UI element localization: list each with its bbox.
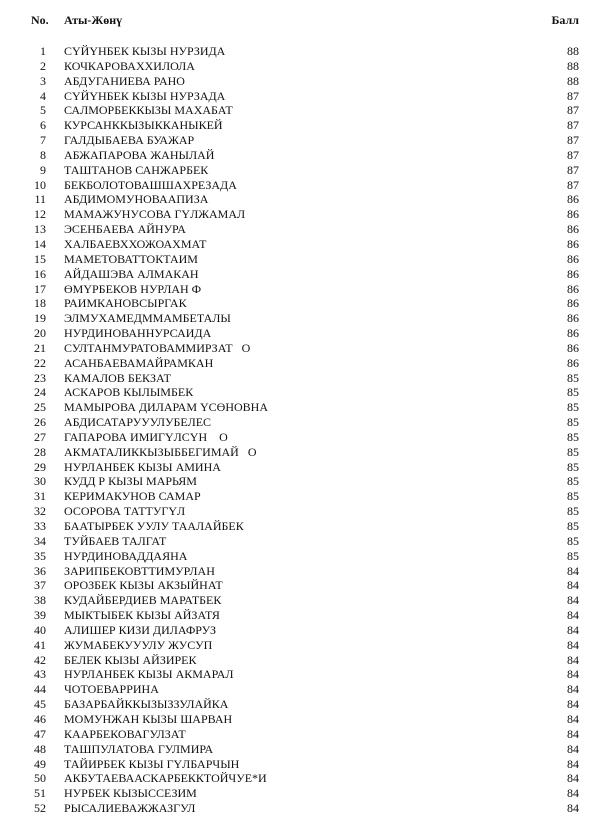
table-row [0, 564, 605, 579]
row-score: 84 [567, 578, 579, 593]
row-name: ЖУМАБЕКУУУЛУ ЖУСУП [64, 637, 213, 652]
row-name: АБДИСАТАРУУУЛУБЕЛЕС [64, 415, 212, 430]
row-number: 22 [34, 355, 46, 370]
row-number: 3 [40, 73, 46, 88]
header-number: No. [31, 13, 49, 27]
row-number: 38 [34, 593, 46, 608]
row-name: СУЛТАНМУРАТОВАММИРЗАТ О [64, 340, 251, 355]
row-score: 84 [567, 741, 579, 756]
row-name: КУДД Р КЫЗЫ МАРЬЯМ [64, 474, 197, 489]
table-row [0, 697, 605, 712]
row-number: 45 [34, 697, 46, 712]
table-row [0, 341, 605, 356]
table-row [0, 267, 605, 282]
row-score: 85 [567, 459, 579, 474]
row-name: АБДУГАНИЕВА РАНО [64, 73, 185, 88]
table-row [0, 578, 605, 593]
table-row [0, 252, 605, 267]
table-row [0, 460, 605, 475]
row-number: 11 [34, 192, 46, 207]
row-number: 1 [40, 44, 46, 58]
row-number: 49 [34, 756, 46, 771]
row-name: РАИМКАНОВСЫРГАК [64, 296, 187, 311]
table-row [0, 593, 605, 608]
row-number: 37 [34, 578, 46, 593]
row-name: МАМЕТОВАТТОКТАИМ [64, 251, 198, 266]
table-row [0, 549, 605, 564]
row-name: АБДИМОМУНОВААПИЗА [64, 192, 209, 207]
row-number: 17 [34, 281, 46, 296]
row-score: 87 [567, 133, 579, 148]
table-row [0, 311, 605, 326]
row-name: КЕРИМАКУНОВ САМАР [64, 489, 201, 504]
row-number: 16 [34, 266, 46, 281]
row-score: 85 [567, 415, 579, 430]
row-number: 24 [34, 385, 46, 400]
table-row [0, 430, 605, 445]
row-name: БАЗАРБАЙККЫЗЫЗЗУЛАЙКА [64, 697, 229, 712]
table-row [0, 296, 605, 311]
row-score: 88 [567, 58, 579, 73]
row-score: 87 [567, 147, 579, 162]
table-row [0, 59, 605, 74]
row-name: КАМАЛОВ БЕКЗАТ [64, 370, 171, 385]
row-number: 27 [34, 429, 46, 444]
table-row [0, 638, 605, 653]
row-score: 84 [567, 786, 579, 801]
table-row [0, 415, 605, 430]
row-name: ГАЛДЫБАЕВА БУАЖАР [64, 133, 195, 148]
row-name: СҮЙҮНБЕК КЫЗЫ НУРЗИДА [64, 44, 226, 58]
row-score: 85 [567, 504, 579, 519]
row-score: 84 [567, 622, 579, 637]
row-score: 86 [567, 207, 579, 222]
row-score: 86 [567, 251, 579, 266]
table-row [0, 133, 605, 148]
row-number: 32 [34, 504, 46, 519]
row-name: НУРДИНОВАННУРСАИДА [64, 326, 212, 341]
row-score: 84 [567, 637, 579, 652]
row-score: 86 [567, 311, 579, 326]
row-name: НУРДИНОВАДДАЯНА [64, 548, 188, 563]
row-number: 18 [34, 296, 46, 311]
table-row [0, 385, 605, 400]
row-number: 35 [34, 548, 46, 563]
row-name: ОСОРОВА ТАТТУГҮЛ [64, 504, 186, 519]
row-number: 40 [34, 622, 46, 637]
row-number: 42 [34, 652, 46, 667]
row-name: АБЖАПАРОВА ЖАНЫЛАЙ [64, 147, 215, 162]
row-name: ЧОТОЕВАРРИНА [64, 682, 159, 697]
row-number: 28 [34, 444, 46, 459]
row-number: 36 [34, 563, 46, 578]
row-score: 86 [567, 222, 579, 237]
table-row [0, 326, 605, 341]
table-row [0, 801, 605, 816]
row-number: 8 [40, 147, 46, 162]
table-row [0, 489, 605, 504]
row-name: ӨМҮРБЕКОВ НУРЛАН Ф [64, 281, 202, 296]
table-row [0, 504, 605, 519]
table-row [0, 282, 605, 297]
table-row [0, 207, 605, 222]
row-name: МАМАЖУНУСОВА ГҮЛЖАМАЛ [64, 207, 246, 222]
row-score: 84 [567, 667, 579, 682]
row-score: 85 [567, 519, 579, 533]
row-name: НУРЛАНБЕК КЫЗЫ АМИНА [64, 459, 221, 474]
row-score: 84 [567, 801, 579, 816]
row-score: 85 [567, 548, 579, 563]
row-number: 4 [40, 88, 46, 103]
row-score: 84 [567, 608, 579, 623]
row-score: 87 [567, 103, 579, 118]
row-number: 19 [34, 311, 46, 326]
row-number: 23 [34, 370, 46, 385]
row-score: 87 [567, 88, 579, 103]
row-number: 50 [34, 771, 46, 786]
row-number: 34 [34, 533, 46, 548]
row-score: 84 [567, 711, 579, 726]
row-number: 14 [34, 236, 46, 251]
table-row [0, 400, 605, 415]
table-row [0, 757, 605, 772]
table-row [0, 623, 605, 638]
row-score: 87 [567, 162, 579, 177]
row-number: 48 [34, 741, 46, 756]
table-row [0, 519, 605, 534]
row-number: 25 [34, 400, 46, 415]
row-name: КУДАЙБЕРДИЕВ МАРАТБЕК [64, 593, 222, 608]
table-row [0, 192, 605, 207]
row-name: СҮЙҮНБЕК КЫЗЫ НУРЗАДА [64, 88, 226, 103]
row-score: 87 [567, 177, 579, 192]
row-name: МАМЫРОВА ДИЛАРАМ ҮСӨНОВНА [64, 400, 269, 415]
row-name: ТАШТАНОВ САНЖАРБЕК [64, 162, 209, 177]
table-row [0, 445, 605, 460]
row-name: МОМУНЖАН КЫЗЫ ШАРВАН [64, 711, 233, 726]
row-name: БЕЛЕК КЫЗЫ АЙЗИРЕК [64, 652, 197, 667]
row-number: 51 [34, 786, 46, 801]
row-score: 86 [567, 326, 579, 341]
row-number: 47 [34, 726, 46, 741]
row-name: КУРСАНККЫЗЫККАНЫКЕЙ [64, 118, 223, 133]
row-score: 84 [567, 682, 579, 697]
row-name: ЗАРИПБЕКОВТТИМУРЛАН [64, 563, 215, 578]
table-row [0, 237, 605, 252]
row-score: 85 [567, 474, 579, 489]
table-row [0, 742, 605, 757]
row-number: 2 [40, 58, 46, 73]
row-name: АКМАТАЛИККЫЗЫББЕГИМАЙ О [64, 444, 257, 459]
row-number: 20 [34, 326, 46, 341]
table-row [0, 727, 605, 742]
table-row [0, 44, 605, 59]
table-row [0, 103, 605, 118]
table-row [0, 682, 605, 697]
row-number: 43 [34, 667, 46, 682]
table-row [0, 771, 605, 786]
row-score: 84 [567, 697, 579, 712]
row-name: ТАШПУЛАТОВА ГУЛМИРА [64, 741, 214, 756]
row-number: 41 [34, 637, 46, 652]
row-number: 31 [34, 489, 46, 504]
row-number: 5 [40, 103, 46, 118]
row-number: 13 [34, 222, 46, 237]
header-name: Аты-Жөнү [64, 13, 123, 27]
row-number: 7 [40, 133, 46, 148]
row-number: 33 [34, 519, 46, 533]
table-row [0, 178, 605, 193]
row-score: 86 [567, 281, 579, 296]
row-number: 44 [34, 682, 46, 697]
row-score: 88 [567, 44, 579, 58]
table-row [0, 474, 605, 489]
table-header [0, 12, 605, 28]
row-name: КААРБЕКОВАГУЛЗАТ [64, 726, 186, 741]
row-score: 85 [567, 489, 579, 504]
row-name: АСАНБАЕВАМАЙРАМКАН [64, 355, 214, 370]
row-number: 26 [34, 415, 46, 430]
row-score: 84 [567, 593, 579, 608]
row-number: 9 [40, 162, 46, 177]
row-name: АКБУТАЕВААСКАРБЕККТОЙЧУЕ*И [64, 771, 267, 786]
row-score: 84 [567, 771, 579, 786]
row-name: ХАЛБАЕВХХОЖОАХМАТ [64, 236, 207, 251]
row-score: 84 [567, 756, 579, 771]
row-score: 84 [567, 563, 579, 578]
row-name: ОРОЗБЕК КЫЗЫ АКЗЫЙНАТ [64, 578, 223, 593]
table-row [0, 163, 605, 178]
row-name: АЙДАШЭВА АЛМАКАН [64, 266, 199, 281]
row-score: 85 [567, 370, 579, 385]
row-name: РЫСАЛИЕВАЖЖАЗГУЛ [64, 801, 196, 816]
table-row [0, 786, 605, 801]
row-number: 30 [34, 474, 46, 489]
table-row [0, 148, 605, 163]
row-score: 87 [567, 118, 579, 133]
table-row [0, 667, 605, 682]
table-row [0, 712, 605, 727]
row-name: ТУЙБАЕВ ТАЛГАТ [64, 533, 167, 548]
table-row [0, 74, 605, 89]
row-name: НУРБЕК КЫЗЫССЕЗИМ [64, 786, 197, 801]
row-score: 88 [567, 73, 579, 88]
row-name: АСКАРОВ КЫЛЫМБЕК [64, 385, 194, 400]
row-score: 86 [567, 192, 579, 207]
row-score: 86 [567, 340, 579, 355]
row-number: 52 [34, 801, 46, 816]
table-row [0, 608, 605, 623]
table-row [0, 356, 605, 371]
table-row [0, 222, 605, 237]
row-score: 85 [567, 533, 579, 548]
row-score: 86 [567, 296, 579, 311]
row-name: ЭСЕНБАЕВА АЙНУРА [64, 222, 186, 237]
row-score: 86 [567, 355, 579, 370]
row-number: 39 [34, 608, 46, 623]
row-name: НУРЛАНБЕК КЫЗЫ АКМАРАЛ [64, 667, 234, 682]
row-score: 85 [567, 444, 579, 459]
row-score: 85 [567, 385, 579, 400]
table-row [0, 118, 605, 133]
row-name: КОЧКАРОВАХХИЛОЛА [64, 58, 195, 73]
row-name: БААТЫРБЕК УУЛУ ТААЛАЙБЕК [64, 519, 244, 533]
row-number: 6 [40, 118, 46, 133]
row-name: БЕКБОЛОТОВАШШАХРЕЗАДА [64, 177, 237, 192]
row-score: 84 [567, 652, 579, 667]
row-number: 21 [34, 340, 46, 355]
row-name: АЛИШЕР КИЗИ ДИЛАФРУЗ [64, 622, 217, 637]
table-row [0, 371, 605, 386]
row-number: 46 [34, 711, 46, 726]
table-row [0, 534, 605, 549]
row-score: 86 [567, 236, 579, 251]
row-score: 85 [567, 429, 579, 444]
row-number: 10 [34, 177, 46, 192]
row-score: 85 [567, 400, 579, 415]
row-number: 12 [34, 207, 46, 222]
results-table [0, 44, 605, 816]
row-name: ЭЛМУХАМЕДММАМБЕТАЛЫ [64, 311, 231, 326]
header-score: Балл [551, 13, 579, 27]
row-name: САЛМОРБЕККЫЗЫ МАХАБАТ [64, 103, 233, 118]
row-number: 29 [34, 459, 46, 474]
row-number: 15 [34, 251, 46, 266]
row-name: ТАЙИРБЕК КЫЗЫ ГҮЛБАРЧЫН [64, 756, 240, 771]
table-row [0, 653, 605, 668]
row-name: МЫКТЫБЕК КЫЗЫ АЙЗАТЯ [64, 608, 220, 623]
row-score: 86 [567, 266, 579, 281]
row-score: 84 [567, 726, 579, 741]
table-row [0, 89, 605, 104]
row-name: ГАПАРОВА ИМИГҮЛСҮН О [64, 429, 228, 444]
